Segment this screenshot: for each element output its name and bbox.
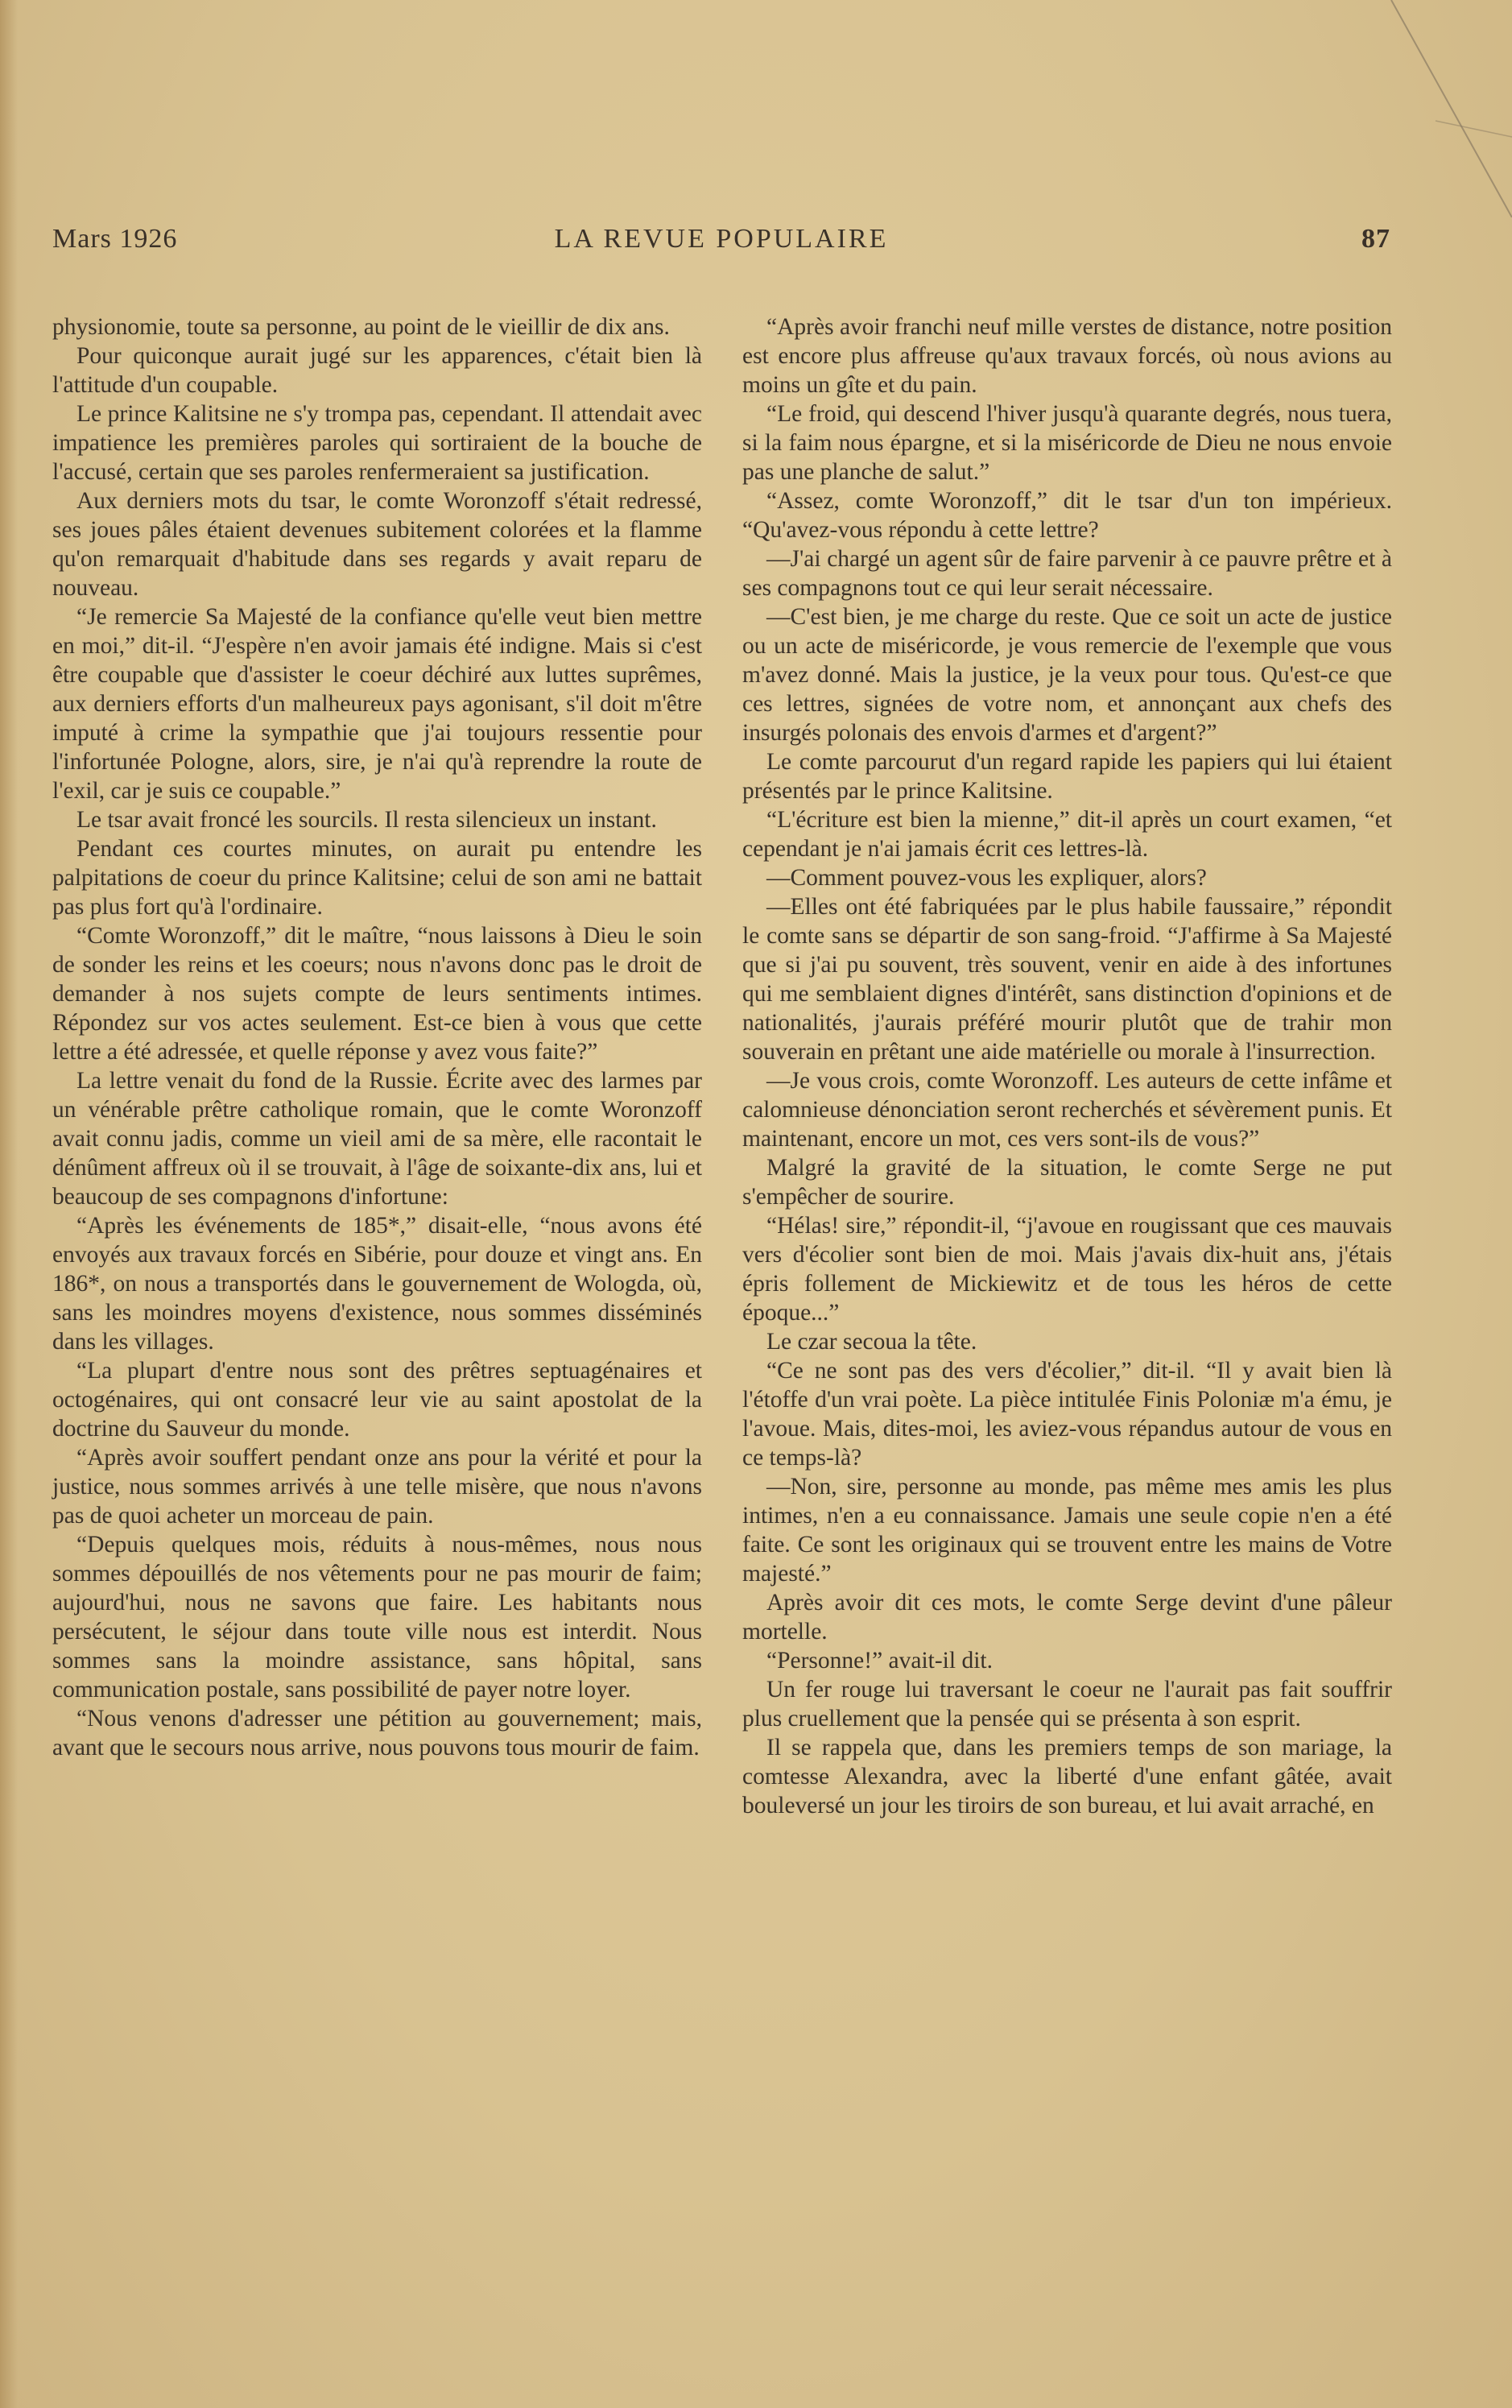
paragraph: “Après les événements de 185*,” disait-elle, “nous avons été envoyés aux travaux forcés en Sibérie, pour douze et vingt ans. En 186*, on nous a transportés dans le gouvernement de Wologda, où, sans les moindres moyens d'existence, nous sommes disséminés dans les villages. [52,1213,702,1355]
paragraph: Un fer rouge lui traversant le coeur ne l'aurait pas fait souffrir plus cruellement que la pensée qui se présenta à son esprit. [742,1677,1392,1732]
corner-fold-crease [1359,0,1512,217]
left-text-column [52,312,702,1762]
paragraph: “La plupart d'entre nous sont des prêtres septuagénaires et octogénaires, qui ont consacré leur vie au saint apostolat de la doctrine du Sauveur du monde. [52,1358,702,1442]
paragraph: “Comte Woronzoff,” dit le maître, “nous laissons à Dieu le soin de sonder les reins et les coeurs; nous n'avons donc pas le droit de demander à nos sujets compte de leurs sentiments intimes. Répondez sur vos actes seulement. Est-ce bien à vous que cette lettre a été adressée, et quelle réponse y avez vous faite?” [52,923,702,1065]
right-text-column [742,312,1392,1820]
publication-title: LA REVUE POPULAIRE [554,224,889,254]
paragraph: “L'écriture est bien la mienne,” dit-il après un court examen, “et cependant je n'ai jamais écrit ces lettres-là. [742,807,1392,862]
paragraph: Le comte parcourut d'un regard rapide les papiers qui lui étaient présentés par le prince Kalitsine. [742,749,1392,804]
paragraph: “Assez, comte Woronzoff,” dit le tsar d'un ton impérieux. “Qu'avez-vous répondu à cette lettre? [742,488,1392,543]
paragraph: —C'est bien, je me charge du reste. Que ce soit un acte de justice ou un acte de miséricorde, je vous remercie de l'exemple que vous m'avez donné. Mais la justice, je la veux pour tous. Qu'est-ce que ces lettres, signées de votre nom, et annonçant aux chefs des insurgés polonais des envois d'armes et d'argent?” [742,604,1392,746]
page-number: 87 [1361,224,1390,254]
paragraph: —Elles ont été fabriquées par le plus habile faussaire,” répondit le comte sans se départir de son sang-froid. “J'affirme à Sa Majesté que si j'ai pu souvent, très souvent, venir en aide à des infortunes qui me semblaient dignes d'intérêt, sans distinction d'opinions et de nationalités, j'aurais préféré mourir plutôt que de trahir mon souverain en prêtant une aide matérielle ou morale à l'insurrection. [742,894,1392,1065]
page-edge-shadow [0,0,18,2408]
running-header [52,224,1390,264]
paragraph: “Depuis quelques mois, réduits à nous-mêmes, nous nous sommes dépouillés de nos vêtements pour ne pas mourir de faim; aujourd'hui, nous ne savons que faire. Les habitants nous persécutent, le séjour dans toute ville nous est interdit. Nous sommes sans la moindre assistance, sans hôpital, sans communication postale, sans possibilité de payer notre loyer. [52,1532,702,1703]
paragraph: —J'ai chargé un agent sûr de faire parvenir à ce pauvre prêtre et à ses compagnons tout ce qui leur serait nécessaire. [742,546,1392,601]
paragraph: Le prince Kalitsine ne s'y trompa pas, cependant. Il attendait avec impatience les premières paroles qui sortiraient de la bouche de l'accusé, certain que ses paroles renfermeraient sa justification. [52,401,702,485]
paragraph: —Je vous crois, comte Woronzoff. Les auteurs de cette infâme et calomnieuse dénonciation seront recherchés et sévèrement punis. Et maintenant, encore un mot, ces vers sont-ils de vous?” [742,1068,1392,1152]
paragraph: “Après avoir franchi neuf mille verstes de distance, notre position est encore plus affreuse qu'aux travaux forcés, où nous avions au moins un gîte et du pain. [742,314,1392,398]
paragraph: physionomie, toute sa personne, au point de le vieillir de dix ans. [52,314,670,340]
paragraph: Malgré la gravité de la situation, le comte Serge ne put s'empêcher de sourire. [742,1155,1392,1210]
paragraph: Il se rappela que, dans les premiers temps de son mariage, la comtesse Alexandra, avec la liberté d'une enfant gâtée, avait bouleversé un jour les tiroirs de son bureau, et lui avait arraché, en [742,1735,1392,1818]
paragraph: “Hélas! sire,” répondit-il, “j'avoue en rougissant que ces mauvais vers d'écolier sont bien de moi. Mais j'avais dix-huit ans, j'étais épris follement de Mickiewitz et de tous les héros de cette époque...” [742,1213,1392,1326]
paragraph: “Personne!” avait-il dit. [766,1648,993,1674]
issue-date: Mars 1926 [52,224,178,254]
paragraph: Aux derniers mots du tsar, le comte Woronzoff s'était redressé, ses joues pâles étaient devenues subitement colorées et la flamme qu'on remarquait d'habitude dans ses regards y avait reparu de nouveau. [52,488,702,601]
paragraph: “Après avoir souffert pendant onze ans pour la vérité et pour la justice, nous sommes arrivés à une telle misère, que nous n'avons pas de quoi acheter un morceau de pain. [52,1445,702,1529]
paragraph: —Non, sire, personne au monde, pas même mes amis les plus intimes, n'en a eu connaissance. Jamais une seule copie n'en a été faite. Ce sont les originaux qui se trouvent entre les mains de Votre majesté.” [742,1474,1392,1587]
paragraph: Pour quiconque aurait jugé sur les apparences, c'était bien là l'attitude d'un coupable. [52,343,702,398]
paragraph: Le tsar avait froncé les sourcils. Il resta silencieux un instant. [76,807,657,833]
paragraph: “Ce ne sont pas des vers d'écolier,” dit-il. “Il y avait bien là l'étoffe d'un vrai poète. La pièce intitulée Finis Poloniæ m'a ému, je l'avoue. Mais, dites-moi, les aviez-vous répandus autour de vous en ce temps-là? [742,1358,1392,1471]
paragraph: “Le froid, qui descend l'hiver jusqu'à quarante degrés, nous tuera, si la faim nous épargne, et si la miséricorde de Dieu ne nous envoie pas une planche de salut.” [742,401,1392,485]
paragraph: Le czar secoua la tête. [766,1329,977,1355]
paragraph: “Je remercie Sa Majesté de la confiance qu'elle veut bien mettre en moi,” dit-il. “J'espère n'en avoir jamais été indigne. Mais si c'est être coupable que d'assister le coeur déchiré aux luttes suprêmes, aux derniers efforts d'un malheureux pays agonisant, s'il doit m'être imputé à crime la sympathie que j'ai toujours ressentie pour l'infortunée Pologne, alors, sire, je n'ai qu'à reprendre la route de l'exil, car je suis ce coupable.” [52,604,702,804]
paragraph: Après avoir dit ces mots, le comte Serge devint d'une pâleur mortelle. [742,1590,1392,1645]
paragraph: La lettre venait du fond de la Russie. Écrite avec des larmes par un vénérable prêtre catholique romain, que le comte Woronzoff avait connu jadis, comme un vieil ami de sa mère, elle racontait le dénûment affreux où il se trouvait, à l'âge de soixante-dix ans, lui et beaucoup de ses compagnons d'infortune: [52,1068,702,1210]
paragraph: —Comment pouvez-vous les expliquer, alors? [766,865,1207,891]
paragraph: “Nous venons d'adresser une pétition au gouvernement; mais, avant que le secours nous arrive, nous pouvons tous mourir de faim. [52,1706,702,1760]
paragraph: Pendant ces courtes minutes, on aurait pu entendre les palpitations de coeur du prince Kalitsine; celui de son ami ne battait pas plus fort qu'à l'ordinaire. [52,836,702,920]
